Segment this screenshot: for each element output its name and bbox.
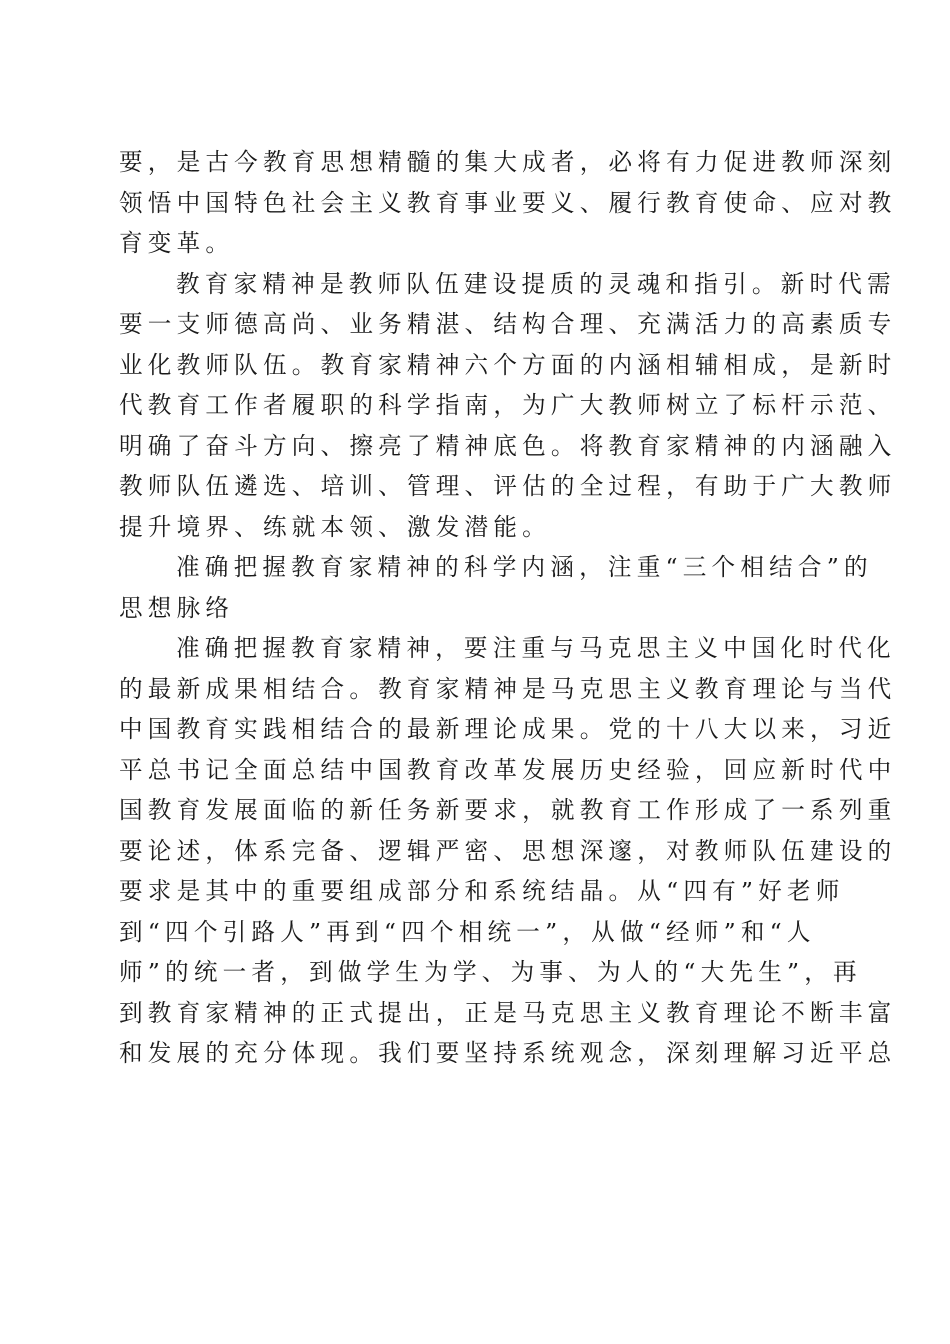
text-line: 明确了奋斗方向、擦亮了精神底色。将教育家精神的内涵融入 xyxy=(119,431,897,460)
text-line: 到教育家精神的正式提出，正是马克思主义教育理论不断丰富 xyxy=(119,998,897,1027)
text-line: 国教育发展面临的新任务新要求，就教育工作形成了一系列重 xyxy=(119,796,897,824)
paragraph-first-line: 准确把握教育家精神，要注重与马克思主义中国化时代化 xyxy=(176,634,896,662)
text-line: 要求是其中的重要组成部分和系统结晶。从“四有”好老师 xyxy=(119,877,845,905)
text-line: 的最新成果相结合。教育家精神是马克思主义教育理论与当代 xyxy=(119,674,897,703)
text-line: 代教育工作者履职的科学指南，为广大教师树立了标杆示范、 xyxy=(119,391,897,419)
text-line: 业化教师队伍。教育家精神六个方面的内涵相辅相成，是新时 xyxy=(119,350,897,379)
text-line: 要，是古今教育思想精髓的集大成者，必将有力促进教师深刻 xyxy=(119,148,897,176)
text-line: 平总书记全面总结中国教育改革发展历史经验，回应新时代中 xyxy=(119,755,897,784)
section-heading-line: 准确把握教育家精神的科学内涵，注重“三个相结合”的 xyxy=(176,553,873,581)
text-line: 到“四个引路人”再到“四个相统一”，从做“经师”和“人 xyxy=(119,917,816,946)
text-line: 提升境界、练就本领、激发潜能。 xyxy=(119,512,551,541)
text-line: 师”的统一者，到做学生为学、为事、为人的“大先生”，再 xyxy=(119,958,862,986)
text-line: 教师队伍遴选、培训、管理、评估的全过程，有助于广大教师 xyxy=(119,472,897,500)
body-text xyxy=(119,142,897,1074)
section-heading-line: 思想脉络 xyxy=(119,593,235,622)
text-line: 领悟中国特色社会主义教育事业要义、履行教育使命、应对教 xyxy=(119,188,897,217)
text-line: 育变革。 xyxy=(119,229,235,257)
text-line: 和发展的充分体现。我们要坚持系统观念，深刻理解习近平总 xyxy=(119,1039,897,1067)
paragraph-first-line: 教育家精神是教师队伍建设提质的灵魂和指引。新时代需 xyxy=(176,269,896,298)
text-line: 要一支师德高尚、业务精湛、结构合理、充满活力的高素质专 xyxy=(119,310,897,338)
text-line: 要论述，体系完备、逻辑严密、思想深邃，对教师队伍建设的 xyxy=(119,836,897,865)
text-line: 中国教育实践相结合的最新理论成果。党的十八大以来，习近 xyxy=(119,715,897,743)
